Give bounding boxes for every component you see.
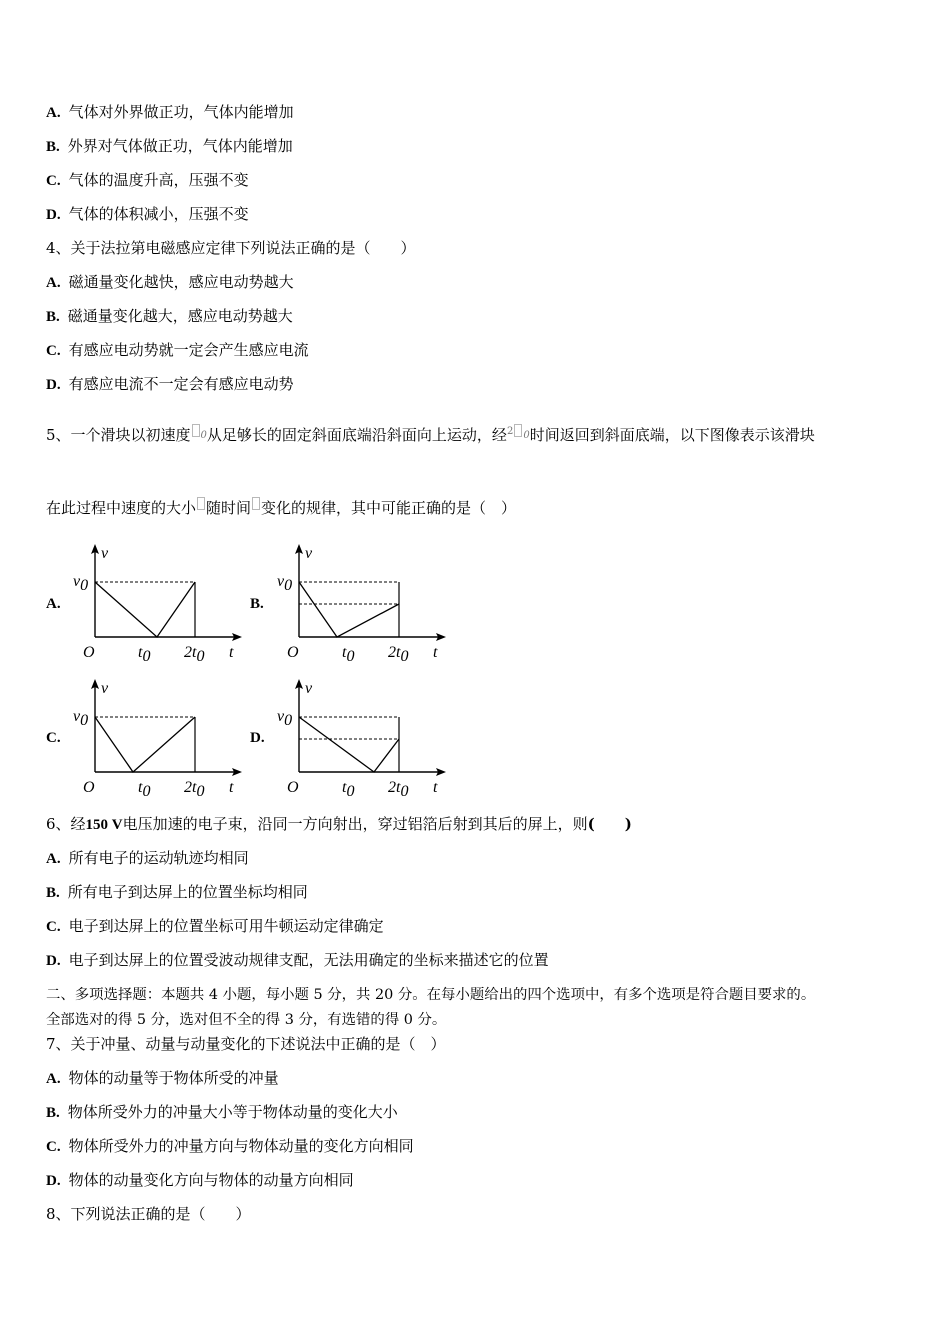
two-t0-label: 2t0 bbox=[184, 779, 205, 800]
q3-option-a: A. 气体对外界做正功，气体内能增加 bbox=[46, 103, 294, 121]
missing-glyph-icon bbox=[514, 424, 522, 437]
t0-label: t0 bbox=[138, 779, 151, 800]
two-t0-label: 2t0 bbox=[388, 779, 409, 800]
graph-c-label: C. bbox=[46, 730, 61, 746]
q7-option-d: D. 物体的动量变化方向与物体的动量方向相同 bbox=[46, 1171, 354, 1189]
q4-option-b: B. 磁通量变化越大，感应电动势越大 bbox=[46, 307, 293, 325]
y-axis-label: v bbox=[101, 545, 109, 562]
velocity-curve bbox=[299, 582, 399, 637]
q7-option-b: B. 物体所受外力的冲量大小等于物体动量的变化大小 bbox=[46, 1103, 398, 1121]
graph-a-label: A. bbox=[46, 596, 61, 612]
origin-label: O bbox=[287, 779, 299, 796]
x-axis-label: t bbox=[229, 779, 234, 796]
origin-label: O bbox=[83, 779, 95, 796]
q6-option-d: D. 电子到达屏上的位置受波动规律支配，无法用确定的坐标来描述它的位置 bbox=[46, 951, 549, 969]
q7-stem: 7、关于冲量、动量与动量变化的下述说法中正确的是（ ） bbox=[46, 1035, 446, 1053]
velocity-curve bbox=[95, 717, 195, 772]
t0-label: t0 bbox=[342, 779, 355, 800]
q5-stem-line2: 在此过程中速度的大小 随时间 变化的规律，其中可能正确的是（ ） bbox=[46, 499, 517, 517]
v0-label: v0 bbox=[73, 708, 89, 729]
x-axis-label: t bbox=[433, 779, 438, 796]
q4-stem: 4、关于法拉第电磁感应定律下列说法正确的是（ ） bbox=[46, 239, 416, 257]
q3-option-c: C. 气体的温度升高，压强不变 bbox=[46, 171, 249, 189]
y-axis-label: v bbox=[101, 680, 109, 697]
missing-glyph-icon bbox=[192, 424, 200, 437]
q8-stem: 8、下列说法正确的是（ ） bbox=[46, 1205, 251, 1223]
q4-option-d: D. 有感应电流不一定会有感应电动势 bbox=[46, 375, 294, 393]
graph-d bbox=[270, 675, 450, 800]
v0-label: v0 bbox=[73, 573, 89, 594]
x-axis-label: t bbox=[229, 644, 234, 661]
graph-b-label: B. bbox=[250, 596, 264, 612]
graph-d-label: D. bbox=[250, 730, 265, 746]
two-t0-label: 2t0 bbox=[388, 644, 409, 665]
y-axis-label: v bbox=[305, 545, 313, 562]
origin-label: O bbox=[287, 644, 299, 661]
t0-label: t0 bbox=[138, 644, 151, 665]
q4-option-c: C. 有感应电动势就一定会产生感应电流 bbox=[46, 341, 309, 359]
graph-a bbox=[66, 540, 246, 665]
q6-stem: 6、经150 V电压加速的电子束，沿同一方向射出，穿过铝箔后射到其后的屏上，则( ) bbox=[46, 815, 632, 833]
section2-header-line2: 全部选对的得 5 分，选对但不全的得 3 分，有选错的得 0 分。 bbox=[46, 1012, 447, 1028]
q3-option-b: B. 外界对气体做正功，气体内能增加 bbox=[46, 137, 293, 155]
x-axis-label: t bbox=[433, 644, 438, 661]
origin-label: O bbox=[83, 644, 95, 661]
v0-label: v0 bbox=[277, 708, 293, 729]
y-axis-label: v bbox=[305, 680, 313, 697]
two-t0-label: 2t0 bbox=[184, 644, 205, 665]
q6-option-b: B. 所有电子到达屏上的位置坐标均相同 bbox=[46, 883, 308, 901]
velocity-curve bbox=[299, 717, 399, 772]
q4-option-a: A. 磁通量变化越快，感应电动势越大 bbox=[46, 273, 294, 291]
q5-stem-line1: 5、一个滑块以初速度 0从足够长的固定斜面底端沿斜面向上运动，经$^2$ 0时间返回到斜面底端，以下图像表示该滑块 bbox=[46, 426, 815, 444]
missing-glyph-icon bbox=[197, 497, 205, 510]
missing-glyph-icon bbox=[252, 497, 260, 510]
q6-option-a: A. 所有电子的运动轨迹均相同 bbox=[46, 849, 249, 867]
q7-option-a: A. 物体的动量等于物体所受的冲量 bbox=[46, 1069, 279, 1087]
velocity-curve bbox=[95, 582, 195, 637]
graph-b bbox=[270, 540, 450, 665]
q7-option-c: C. 物体所受外力的冲量方向与物体动量的变化方向相同 bbox=[46, 1137, 414, 1155]
section2-header-line1: 二、多项选择题：本题共 4 小题，每小题 5 分，共 20 分。在每小题给出的四个选项中，有多个选项是符合题目要求的。 bbox=[46, 987, 816, 1003]
t0-label: t0 bbox=[342, 644, 355, 665]
graph-c bbox=[66, 675, 246, 800]
q6-option-c: C. 电子到达屏上的位置坐标可用牛顿运动定律确定 bbox=[46, 917, 384, 935]
q3-option-d: D. 气体的体积减小，压强不变 bbox=[46, 205, 249, 223]
v0-label: v0 bbox=[277, 573, 293, 594]
